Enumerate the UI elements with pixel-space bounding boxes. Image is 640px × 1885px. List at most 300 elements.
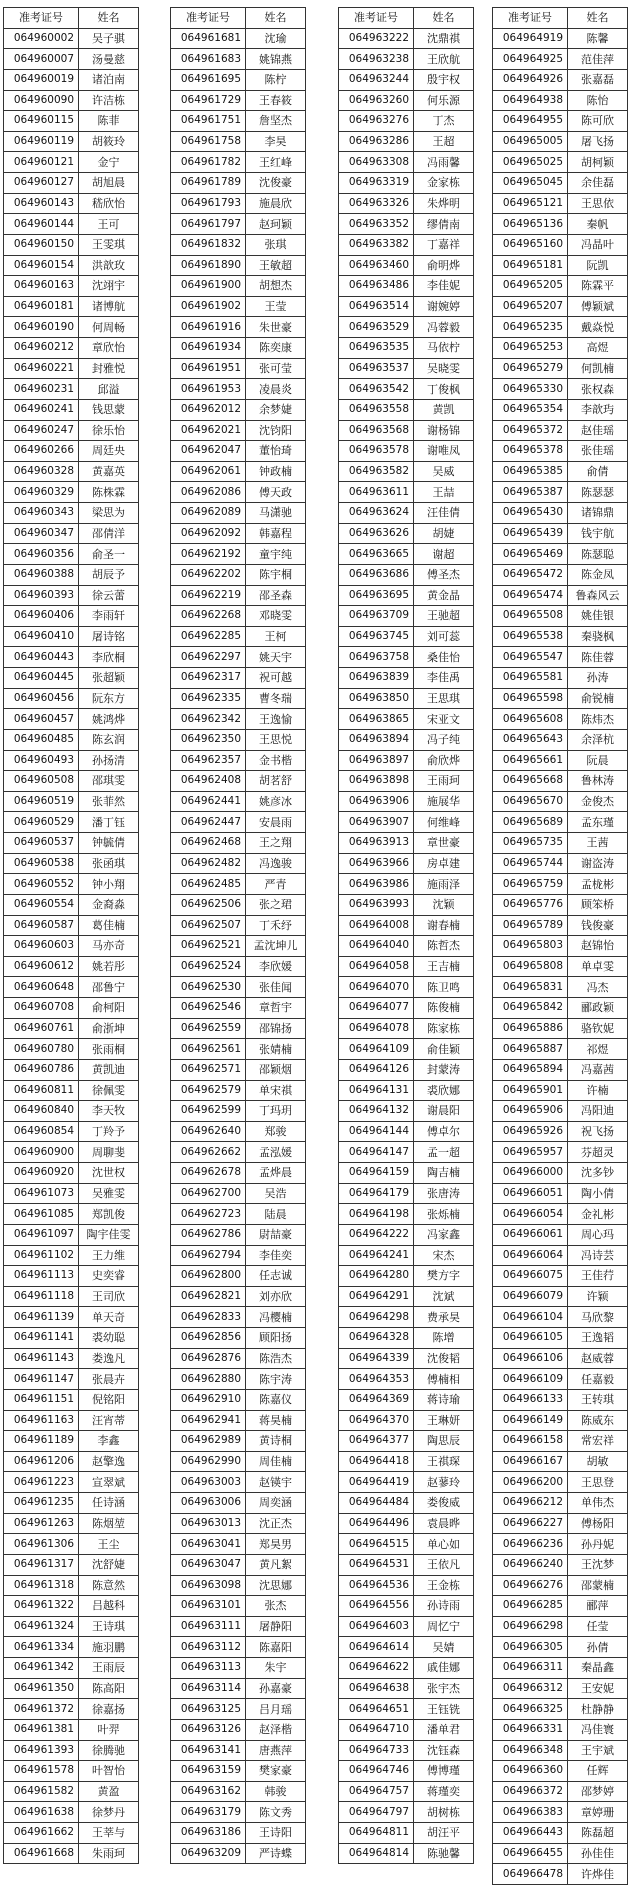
- table-row: [171, 1554, 306, 1575]
- exam-id-cell: 064960406: [4, 606, 79, 627]
- table-row: [339, 1204, 474, 1225]
- table-row: [493, 503, 628, 524]
- table-row: [339, 1719, 474, 1740]
- table-row: [171, 544, 306, 565]
- table-row: [4, 1348, 139, 1369]
- table-row: [339, 441, 474, 462]
- table-row: [339, 234, 474, 255]
- student-name-cell: 邵鲁宁: [79, 977, 139, 998]
- exam-id-cell: 064961393: [4, 1740, 79, 1761]
- exam-id-cell: 064964198: [339, 1204, 414, 1225]
- exam-id-cell: 064961317: [4, 1554, 79, 1575]
- table-row: [339, 1637, 474, 1658]
- exam-id-cell: 064960388: [4, 564, 79, 585]
- student-name-cell: 赵擎逸: [79, 1451, 139, 1472]
- student-name-cell: 冯杰: [568, 977, 628, 998]
- table-row: [171, 1204, 306, 1225]
- exam-id-cell: 064960150: [4, 234, 79, 255]
- exam-id-cell: 064965598: [493, 688, 568, 709]
- table-row: [339, 1410, 474, 1431]
- exam-id-cell: 064962990: [171, 1451, 246, 1472]
- table-row: [4, 1101, 139, 1122]
- exam-table: [492, 7, 628, 1885]
- table-row: [339, 1059, 474, 1080]
- table-row: [493, 69, 628, 90]
- exam-id-cell: 064961318: [4, 1575, 79, 1596]
- student-name-cell: 宋亚文: [414, 709, 474, 730]
- exam-id-cell: 064966443: [493, 1823, 568, 1844]
- exam-id-cell: 064962880: [171, 1369, 246, 1390]
- student-name-cell: 傅颖斌: [568, 296, 628, 317]
- table-row: [339, 647, 474, 668]
- exam-id-cell: 064963611: [339, 482, 414, 503]
- student-name-cell: 钟小翔: [79, 874, 139, 895]
- student-name-cell: 章婷珊: [568, 1802, 628, 1823]
- table-row: [339, 379, 474, 400]
- student-name-cell: 张权森: [568, 379, 628, 400]
- table-row: [493, 234, 628, 255]
- student-name-cell: 倪铭阳: [79, 1389, 139, 1410]
- student-name-cell: 孟一超: [414, 1142, 474, 1163]
- student-name-cell: 冯诗芸: [568, 1245, 628, 1266]
- exam-id-cell: 064964109: [339, 1039, 414, 1060]
- table-row: [493, 420, 628, 441]
- table-row: [493, 1018, 628, 1039]
- table-row: [4, 1245, 139, 1266]
- student-name-cell: 孙倩: [568, 1637, 628, 1658]
- table-row: [4, 90, 139, 111]
- table-row: [171, 131, 306, 152]
- student-name-cell: 陈玄润: [79, 729, 139, 750]
- table-row: [493, 1121, 628, 1142]
- exam-id-cell: 064965387: [493, 482, 568, 503]
- table-row: [4, 1163, 139, 1184]
- table-row: [171, 564, 306, 585]
- student-name-cell: 蒋昊楠: [246, 1410, 306, 1431]
- exam-id-cell: 064966054: [493, 1204, 568, 1225]
- student-name-cell: 张菲然: [79, 791, 139, 812]
- exam-id-cell: 064964058: [339, 956, 414, 977]
- table-row: [339, 296, 474, 317]
- student-name-cell: 陈烟堃: [79, 1513, 139, 1534]
- table-row: [493, 1658, 628, 1679]
- exam-id-cell: 064963966: [339, 853, 414, 874]
- student-name-cell: 汤曼慈: [79, 49, 139, 70]
- exam-table: [3, 7, 139, 1864]
- table-row: [339, 28, 474, 49]
- table-row: [171, 69, 306, 90]
- exam-id-cell: 064965372: [493, 420, 568, 441]
- table-row: [493, 49, 628, 70]
- table-row: [4, 915, 139, 936]
- exam-id-cell: 064963624: [339, 503, 414, 524]
- table-row: [4, 379, 139, 400]
- exam-id-cell: 064960840: [4, 1101, 79, 1122]
- exam-id-cell: 064964040: [339, 936, 414, 957]
- exam-id-cell: 064960241: [4, 399, 79, 420]
- table-row: [493, 853, 628, 874]
- exam-id-cell: 064966079: [493, 1286, 568, 1307]
- exam-id-cell: 064963186: [171, 1823, 246, 1844]
- student-name-cell: 黄凡絮: [246, 1554, 306, 1575]
- student-name-cell: 谢婉婷: [414, 296, 474, 317]
- table-row: [493, 544, 628, 565]
- student-name-cell: 许楠: [568, 1080, 628, 1101]
- table-row: [339, 173, 474, 194]
- student-name-cell: 冯家鑫: [414, 1224, 474, 1245]
- exam-id-cell: 064964811: [339, 1823, 414, 1844]
- exam-id-cell: 064965842: [493, 998, 568, 1019]
- table-row: [493, 1224, 628, 1245]
- student-name-cell: 杜静静: [568, 1699, 628, 1720]
- exam-id-cell: 064961381: [4, 1719, 79, 1740]
- exam-id-cell: 064960347: [4, 523, 79, 544]
- exam-id-cell: 064962202: [171, 564, 246, 585]
- table-row: [171, 234, 306, 255]
- table-row: [4, 874, 139, 895]
- exam-id-cell: 064963003: [171, 1472, 246, 1493]
- table-row: [4, 1802, 139, 1823]
- student-name-cell: 李佳禹: [414, 668, 474, 689]
- exam-id-cell: 064965957: [493, 1142, 568, 1163]
- student-name-cell: 王力维: [79, 1245, 139, 1266]
- student-name-cell: 费承昊: [414, 1307, 474, 1328]
- student-name-cell: 王沈梦: [568, 1554, 628, 1575]
- table-row: [493, 564, 628, 585]
- student-name-cell: 张超颖: [79, 668, 139, 689]
- exam-id-cell: 064962092: [171, 523, 246, 544]
- table-row: [339, 338, 474, 359]
- exam-id-cell: 064962047: [171, 441, 246, 462]
- exam-id-cell: 064964531: [339, 1554, 414, 1575]
- table-row: [4, 503, 139, 524]
- exam-id-cell: 064960920: [4, 1163, 79, 1184]
- exam-id-cell: 064960519: [4, 791, 79, 812]
- exam-id-cell: 064961782: [171, 152, 246, 173]
- student-name-cell: 王雨珂: [414, 771, 474, 792]
- table-row: [171, 317, 306, 338]
- table-row: [4, 1637, 139, 1658]
- student-name-cell: 冯逸骏: [246, 853, 306, 874]
- exam-id-cell: 064961073: [4, 1183, 79, 1204]
- student-name-cell: 俞浙坤: [79, 1018, 139, 1039]
- student-name-cell: 单天奇: [79, 1307, 139, 1328]
- header-exam-id: 准考证号: [493, 8, 568, 29]
- exam-id-cell: 064964515: [339, 1534, 414, 1555]
- table-row: [4, 936, 139, 957]
- student-name-cell: 朱雨珂: [79, 1843, 139, 1864]
- student-name-cell: 徐腾驰: [79, 1740, 139, 1761]
- student-name-cell: 何乐源: [414, 90, 474, 111]
- exam-id-cell: 064961683: [171, 49, 246, 70]
- table-row: [4, 853, 139, 874]
- exam-id-cell: 064962833: [171, 1307, 246, 1328]
- student-name-cell: 娄逸凡: [79, 1348, 139, 1369]
- student-name-cell: 胡茗舒: [246, 771, 306, 792]
- header-exam-id: 准考证号: [4, 8, 79, 29]
- table-body: [493, 28, 628, 1884]
- student-name-cell: 钱俊豪: [568, 915, 628, 936]
- student-name-cell: 王尘: [79, 1534, 139, 1555]
- exam-id-cell: 064961832: [171, 234, 246, 255]
- student-name-cell: 芬超灵: [568, 1142, 628, 1163]
- student-name-cell: 郦政颖: [568, 998, 628, 1019]
- exam-id-cell: 064963126: [171, 1719, 246, 1740]
- table-row: [4, 1596, 139, 1617]
- exam-id-cell: 064961206: [4, 1451, 79, 1472]
- exam-id-cell: 064961900: [171, 276, 246, 297]
- table-row: [4, 1843, 139, 1864]
- table-row: [493, 977, 628, 998]
- exam-id-cell: 064966276: [493, 1575, 568, 1596]
- exam-id-cell: 064962342: [171, 709, 246, 730]
- student-name-cell: 周心玛: [568, 1224, 628, 1245]
- exam-id-cell: 064966075: [493, 1266, 568, 1287]
- student-name-cell: 张佳闻: [246, 977, 306, 998]
- exam-id-cell: 064963535: [339, 338, 414, 359]
- student-name-cell: 胡婕: [414, 523, 474, 544]
- student-name-cell: 鲁林涛: [568, 771, 628, 792]
- student-name-cell: 王逸韬: [568, 1328, 628, 1349]
- student-name-cell: 张婧楠: [246, 1039, 306, 1060]
- table-row: [493, 1101, 628, 1122]
- student-name-cell: 汪宵蒂: [79, 1410, 139, 1431]
- table-row: [171, 1059, 306, 1080]
- student-name-cell: 王红峰: [246, 152, 306, 173]
- student-name-cell: 秦骁枫: [568, 626, 628, 647]
- exam-id-cell: 064960456: [4, 688, 79, 709]
- student-name-cell: 周奕涵: [246, 1493, 306, 1514]
- student-name-cell: 冯晶叶: [568, 234, 628, 255]
- exam-id-cell: 064962571: [171, 1059, 246, 1080]
- table-row: [493, 358, 628, 379]
- student-name-cell: 秦晶鑫: [568, 1658, 628, 1679]
- student-name-cell: 冯佳寰: [568, 1719, 628, 1740]
- table-row: [339, 1575, 474, 1596]
- exam-id-cell: 064966331: [493, 1719, 568, 1740]
- exam-id-cell: 064965181: [493, 255, 568, 276]
- student-name-cell: 黄盈: [79, 1781, 139, 1802]
- exam-id-cell: 064966311: [493, 1658, 568, 1679]
- table-row: [171, 626, 306, 647]
- table-row: [493, 1740, 628, 1761]
- table-row: [171, 503, 306, 524]
- student-name-cell: 傅杨阳: [568, 1513, 628, 1534]
- student-name-cell: 吴威: [414, 461, 474, 482]
- exam-id-cell: 064963993: [339, 894, 414, 915]
- student-name-cell: 王茜: [568, 833, 628, 854]
- student-name-cell: 张之珺: [246, 894, 306, 915]
- student-name-cell: 王可: [79, 214, 139, 235]
- table-row: [493, 1039, 628, 1060]
- exam-id-cell: 064965207: [493, 296, 568, 317]
- table-row: [171, 771, 306, 792]
- table-row: [493, 585, 628, 606]
- student-name-cell: 韩骏: [246, 1781, 306, 1802]
- exam-id-cell: 064963913: [339, 833, 414, 854]
- student-name-cell: 骆钦妮: [568, 1018, 628, 1039]
- student-name-cell: 余梦婕: [246, 399, 306, 420]
- student-name-cell: 单心如: [414, 1534, 474, 1555]
- student-name-cell: 何维峰: [414, 812, 474, 833]
- student-name-cell: 陈威东: [568, 1410, 628, 1431]
- table-row: [171, 338, 306, 359]
- exam-id-cell: 064960393: [4, 585, 79, 606]
- table-row: [171, 1699, 306, 1720]
- student-name-cell: 陈霖平: [568, 276, 628, 297]
- table-header-row: [171, 8, 306, 29]
- table-row: [171, 998, 306, 1019]
- table-row: [4, 1823, 139, 1844]
- exam-id-cell: 064965253: [493, 338, 568, 359]
- exam-id-cell: 064962357: [171, 750, 246, 771]
- exam-id-cell: 064965439: [493, 523, 568, 544]
- student-name-cell: 王欣航: [414, 49, 474, 70]
- exam-id-cell: 064965354: [493, 399, 568, 420]
- exam-id-cell: 064964159: [339, 1163, 414, 1184]
- exam-id-cell: 064966133: [493, 1389, 568, 1410]
- student-name-cell: 陈卫鸣: [414, 977, 474, 998]
- table-row: [339, 214, 474, 235]
- exam-id-cell: 064961235: [4, 1493, 79, 1514]
- student-name-cell: 沈俊豪: [246, 173, 306, 194]
- exam-id-cell: 064965385: [493, 461, 568, 482]
- student-name-cell: 王安妮: [568, 1678, 628, 1699]
- student-name-cell: 王喆: [414, 482, 474, 503]
- exam-id-cell: 064963209: [171, 1843, 246, 1864]
- table-row: [493, 1513, 628, 1534]
- exam-id-cell: 064964008: [339, 915, 414, 936]
- student-name-cell: 沈俊韬: [414, 1348, 474, 1369]
- table-row: [4, 1534, 139, 1555]
- exam-id-cell: 064963897: [339, 750, 414, 771]
- table-row: [171, 358, 306, 379]
- exam-id-cell: 064961890: [171, 255, 246, 276]
- table-row: [171, 193, 306, 214]
- table-row: [339, 503, 474, 524]
- table-row: [339, 399, 474, 420]
- table-row: [171, 49, 306, 70]
- student-name-cell: 陆晨: [246, 1204, 306, 1225]
- exam-id-cell: 064961350: [4, 1678, 79, 1699]
- table-row: [493, 1266, 628, 1287]
- table-row: [493, 833, 628, 854]
- table-row: [171, 90, 306, 111]
- exam-id-cell: 064961582: [4, 1781, 79, 1802]
- table-row: [339, 1761, 474, 1782]
- exam-id-cell: 064966105: [493, 1328, 568, 1349]
- student-name-cell: 俞锐楠: [568, 688, 628, 709]
- exam-id-cell: 064960786: [4, 1059, 79, 1080]
- student-name-cell: 张嘉磊: [568, 69, 628, 90]
- table-row: [4, 1286, 139, 1307]
- table-row: [4, 399, 139, 420]
- table-row: [339, 1286, 474, 1307]
- table-row: [493, 523, 628, 544]
- exam-id-cell: 064963745: [339, 626, 414, 647]
- table-row: [4, 173, 139, 194]
- student-name-cell: 黄诗桐: [246, 1431, 306, 1452]
- student-name-cell: 沈多钞: [568, 1163, 628, 1184]
- table-row: [493, 1781, 628, 1802]
- student-name-cell: 王莘与: [79, 1823, 139, 1844]
- exam-id-cell: 064963112: [171, 1637, 246, 1658]
- exam-id-cell: 064960554: [4, 894, 79, 915]
- student-name-cell: 金宁: [79, 152, 139, 173]
- table-row: [493, 1328, 628, 1349]
- exam-id-cell: 064961578: [4, 1761, 79, 1782]
- student-name-cell: 顾阳扬: [246, 1328, 306, 1349]
- exam-id-cell: 064963222: [339, 28, 414, 49]
- student-name-cell: 封雅悦: [79, 358, 139, 379]
- student-name-cell: 王转琪: [568, 1389, 628, 1410]
- exam-id-cell: 064961147: [4, 1369, 79, 1390]
- exam-id-cell: 064963486: [339, 276, 414, 297]
- exam-id-cell: 064966305: [493, 1637, 568, 1658]
- student-name-cell: 傅圣杰: [414, 564, 474, 585]
- exam-id-cell: 064963159: [171, 1761, 246, 1782]
- table-row: [4, 1431, 139, 1452]
- exam-id-cell: 064965235: [493, 317, 568, 338]
- student-name-cell: 王思悦: [246, 729, 306, 750]
- table-row: [493, 812, 628, 833]
- table-row: [171, 399, 306, 420]
- exam-id-cell: 064966212: [493, 1493, 568, 1514]
- student-name-cell: 陶小倩: [568, 1183, 628, 1204]
- exam-id-cell: 064960119: [4, 131, 79, 152]
- student-name-cell: 王超: [414, 131, 474, 152]
- table-row: [493, 1348, 628, 1369]
- exam-id-cell: 064965759: [493, 874, 568, 895]
- table-row: [493, 379, 628, 400]
- table-row: [4, 193, 139, 214]
- exam-id-cell: 064966200: [493, 1472, 568, 1493]
- table-row: [171, 1802, 306, 1823]
- student-name-cell: 娄俊威: [414, 1493, 474, 1514]
- student-name-cell: 孙丹妮: [568, 1534, 628, 1555]
- exam-id-cell: 064966109: [493, 1369, 568, 1390]
- table-row: [4, 441, 139, 462]
- exam-id-cell: 064961953: [171, 379, 246, 400]
- student-name-cell: 孙涛: [568, 668, 628, 689]
- exam-id-cell: 064966348: [493, 1740, 568, 1761]
- student-name-cell: 王吉楠: [414, 956, 474, 977]
- exam-id-cell: 064961306: [4, 1534, 79, 1555]
- student-name-cell: 姚锦燕: [246, 49, 306, 70]
- table-row: [339, 626, 474, 647]
- exam-id-cell: 064963238: [339, 49, 414, 70]
- exam-id-cell: 064961189: [4, 1431, 79, 1452]
- exam-id-cell: 064961085: [4, 1204, 79, 1225]
- exam-id-cell: 064965886: [493, 1018, 568, 1039]
- exam-id-cell: 064966106: [493, 1348, 568, 1369]
- exam-id-cell: 064962524: [171, 956, 246, 977]
- student-name-cell: 严青: [246, 874, 306, 895]
- table-row: [493, 936, 628, 957]
- exam-id-cell: 064963568: [339, 420, 414, 441]
- exam-id-cell: 064964078: [339, 1018, 414, 1039]
- student-name-cell: 嵇欣怡: [79, 193, 139, 214]
- exam-id-cell: 064964222: [339, 1224, 414, 1245]
- exam-id-cell: 064963839: [339, 668, 414, 689]
- exam-id-cell: 064960612: [4, 956, 79, 977]
- table-row: [339, 1699, 474, 1720]
- student-name-cell: 谢唯凤: [414, 441, 474, 462]
- exam-id-cell: 064962599: [171, 1101, 246, 1122]
- table-row: [171, 688, 306, 709]
- student-name-cell: 丁羚予: [79, 1121, 139, 1142]
- student-name-cell: 常宏祥: [568, 1431, 628, 1452]
